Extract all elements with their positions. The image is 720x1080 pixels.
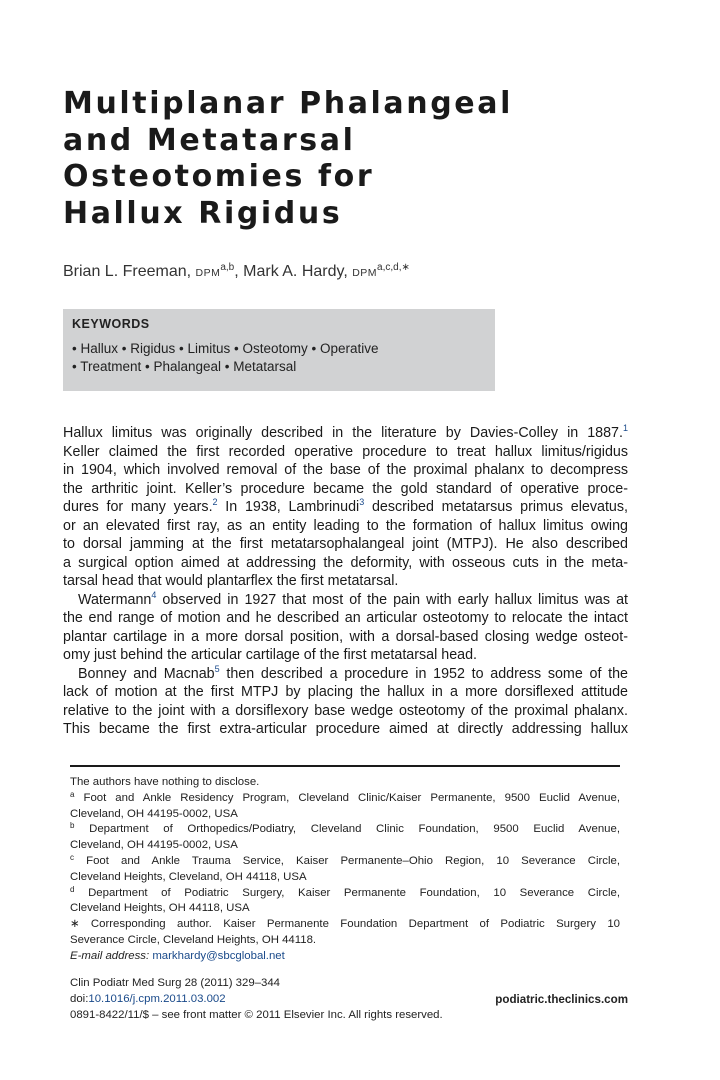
body-line: the end range of motion and he described an articular osteotomy to relocate the intact — [63, 610, 628, 626]
footnotes — [70, 775, 620, 965]
citation-link[interactable]: 2 — [212, 497, 218, 507]
body-line: or an elevated first ray, as an entity leading to the formation of hallux limitus owing — [63, 517, 628, 534]
affiliation-mark: a — [70, 789, 75, 799]
doi-link[interactable]: 10.1016/j.cpm.2011.03.002 — [88, 992, 226, 1005]
body-line — [63, 498, 628, 517]
journal-citation: Clin Podiatr Med Surg 28 (2011) 329–344 — [70, 977, 281, 989]
affiliation-note — [70, 791, 620, 807]
author-affiliation-marks: a,b — [220, 262, 235, 273]
copyright-line: 0891-8422/11/$ – see front matter © 2011 Elsevier Inc. All rights reserved. — [70, 1008, 443, 1021]
body-line: plantar cartilage in a more dorsal position, with a dorsal-based closing wedge osteot- — [63, 628, 628, 645]
body-line: This became the first extra-articular procedure aimed at directly addressing hallux — [63, 721, 628, 737]
affiliation-text: Department of Orthopedics/Podiatry, Cleveland Clinic Foundation, 9500 Euclid Avenue, — [74, 823, 620, 836]
author-list — [63, 263, 410, 281]
affiliation-note: Cleveland Heights, Cleveland, OH 44118, USA — [70, 870, 307, 883]
body-text-run: then described a procedure in 1952 to address some of the — [219, 665, 628, 682]
affiliation-text: Foot and Ankle Residency Program, Cleveland Clinic/Kaiser Permanente, 9500 Euclid Avenue, — [74, 791, 620, 804]
body-text-run: described metatarsus primus elevatus, — [364, 499, 628, 515]
body-line: Keller claimed the first recorded operative procedure to treat hallux limitus/rigidus — [63, 443, 628, 460]
citation-link[interactable]: 4 — [151, 589, 157, 600]
body-text-run: In 1938, Lambrinudi — [217, 499, 360, 515]
author-separator: , — [234, 263, 244, 280]
corresponding-author-note: ∗ Corresponding author. Kaiser Permanente Foundation Department of Podiatric Surgery 10 — [70, 918, 620, 931]
body-line: tarsal head that would plantarflex the first metatarsal. — [63, 573, 399, 589]
body-text-run: dures for many years. — [63, 499, 213, 515]
affiliation-note: Cleveland Heights, OH 44118, USA — [70, 902, 250, 915]
doi-prefix: doi: — [70, 992, 89, 1005]
email-label: E-mail address: — [70, 949, 150, 962]
author-name: Mark A. Hardy, — [243, 263, 353, 280]
affiliation-note: Cleveland, OH 44195-0002, USA — [70, 839, 238, 852]
affiliation-note — [70, 854, 620, 870]
article-title — [63, 86, 583, 232]
affiliation-mark: c — [70, 852, 74, 862]
keywords-line: • Hallux • Rigidus • Limitus • Osteotomy • Operative — [72, 341, 379, 356]
body-line: in 1904, which involved removal of the base of the proximal phalanx to decompress — [63, 462, 628, 478]
body-text-run: Watermann — [78, 591, 152, 608]
keywords-line: • Treatment • Phalangeal • Metatarsal — [72, 359, 297, 374]
body-text-run: Hallux limitus was originally described in the literature by Davies-Colley in 1887. — [63, 425, 623, 441]
affiliation-mark: b — [70, 821, 75, 831]
doi-row — [70, 992, 628, 1008]
keywords-heading: KEYWORDS — [72, 317, 150, 331]
body-line: omy just behind the articular cartilage of the first metatarsal head. — [63, 647, 478, 663]
email-link[interactable]: markhardy@sbcglobal.net — [152, 949, 285, 962]
citation-link[interactable]: 5 — [214, 663, 220, 674]
body-line — [63, 665, 628, 684]
page-footer — [70, 976, 628, 1023]
body-line: lack of motion at the first MTPJ by placing the hallux in a more dorsiflexed attitude — [63, 684, 628, 700]
affiliation-text: Foot and Ankle Trauma Service, Kaiser Permanente–Ohio Region, 10 Severance Circle, — [74, 854, 620, 867]
affiliation-mark: d — [70, 884, 75, 894]
author-degree: DPM — [195, 267, 221, 279]
title-line: Osteotomies for — [63, 159, 375, 194]
journal-site-link[interactable]: podiatric.theclinics.com — [495, 992, 628, 1006]
disclosure-note: The authors have nothing to disclose. — [70, 776, 260, 788]
author-name: Brian L. Freeman, — [63, 263, 196, 280]
corresponding-author-note: Severance Circle, Cleveland Heights, OH 44118. — [70, 933, 317, 946]
footnote-divider — [70, 765, 620, 767]
body-text-run: Bonney and Macnab — [78, 665, 215, 682]
citation-link[interactable]: 1 — [622, 423, 628, 433]
body-text-run: observed in 1927 that most of the pain with early hallux limitus was at — [156, 591, 628, 608]
keywords-box — [63, 309, 495, 391]
affiliation-note — [70, 822, 620, 838]
body-line — [63, 424, 628, 443]
body-text — [63, 424, 628, 739]
affiliation-note: Cleveland, OH 44195-0002, USA — [70, 807, 238, 820]
author-degree: DPM — [352, 267, 378, 279]
title-line: and Metatarsal — [63, 122, 356, 158]
body-line: the arthritic joint. Keller’s procedure became the gold standard of operative proce- — [63, 480, 628, 497]
title-line: Hallux Rigidus — [63, 195, 343, 231]
body-line: relative to the joint with a dorsiflexory base wedge osteotomy of the proximal phalanx. — [63, 702, 628, 719]
email-note — [70, 949, 620, 965]
body-line: to dorsal jamming at the first metatarsophalangeal joint (MTPJ). He also described — [63, 536, 628, 552]
author-affiliation-marks: a,c,d,∗ — [377, 262, 410, 273]
citation-link[interactable]: 3 — [359, 497, 365, 507]
affiliation-note — [70, 886, 620, 902]
body-line: a surgical option aimed at addressing the deformity, with osseous cuts in the meta- — [63, 554, 628, 571]
title-line: Multiplanar Phalangeal — [63, 86, 513, 121]
body-line — [63, 591, 628, 610]
affiliation-text: Department of Podiatric Surgery, Kaiser Permanente Foundation, 10 Severance Circle, — [74, 886, 620, 899]
